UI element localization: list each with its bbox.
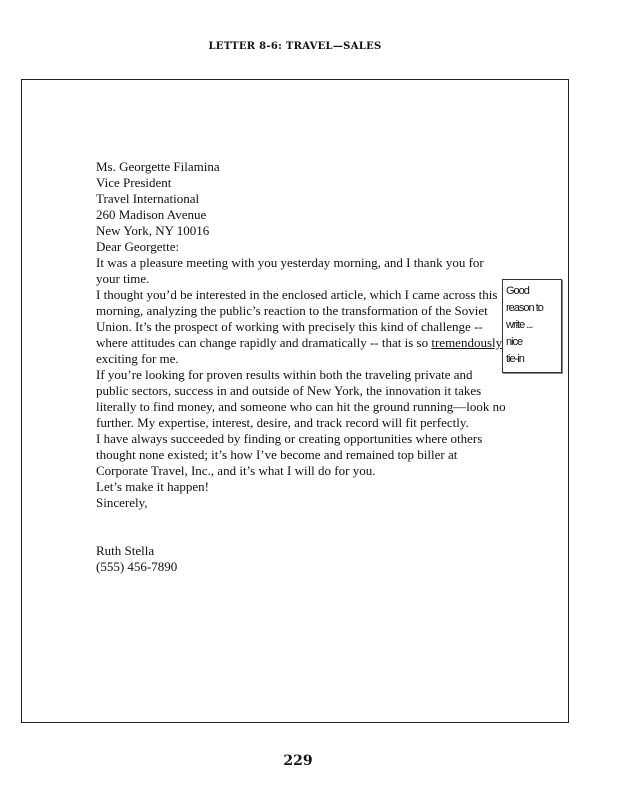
- margin-note-line: tie-in: [506, 353, 524, 365]
- paragraph-1: It was a pleasure meeting with you yesterday morning, and I thank you for your time.: [96, 255, 484, 286]
- signature-name: Ruth Stella: [96, 543, 155, 558]
- recipient-company: Travel International: [96, 191, 200, 206]
- page-number: 229: [283, 753, 313, 769]
- recipient-street: 260 Madison Avenue: [96, 207, 207, 222]
- recipient-title: Vice President: [96, 175, 172, 190]
- margin-note-line: write ...: [506, 319, 533, 331]
- margin-note-line: reason to: [506, 302, 543, 314]
- letter-body: [96, 159, 506, 575]
- paragraph-2-text-end: exciting for me.: [96, 351, 179, 366]
- paragraph-2-underlined-word: tremendously: [431, 335, 503, 350]
- margin-note-line: nice: [506, 336, 523, 348]
- margin-note-line: Good: [506, 285, 529, 297]
- paragraph-3: If you’re looking for proven results within both the traveling private and public sectors, success in and outside of New York, the innovation it takes literally to find money, and someone who can hit the ground running—look no further. My expertise, interest, desire, and track record will fit perfectly.: [96, 367, 506, 430]
- recipient-city-state-zip: New York, NY 10016: [96, 223, 210, 238]
- recipient-address-block: [96, 159, 506, 239]
- page-header-title: LETTER 8-6: TRAVEL—SALES: [208, 41, 382, 52]
- closing: Sincerely,: [96, 495, 148, 510]
- paragraph-5: Let’s make it happen!: [96, 479, 209, 494]
- signature-block: [96, 543, 506, 575]
- signature-phone: (555) 456-7890: [96, 559, 178, 574]
- salutation: Dear Georgette:: [96, 239, 180, 254]
- paragraph-2: [96, 287, 506, 367]
- paragraph-2-text-start: I thought you’d be interested in the enclosed article, which I came across this morning, analyzing the public’s reaction to the transformation of the Soviet Union. It’s the prospect of working with precisely this kind of challenge -- where attitudes can change rapidly and dramatically -- that is so: [96, 287, 498, 350]
- paragraph-4: I have always succeeded by finding or creating opportunities where others thought none existed; it’s how I’ve become and remained top biller at Corporate Travel, Inc., and it’s what I will do for you.: [96, 431, 483, 478]
- recipient-name: Ms. Georgette Filamina: [96, 159, 220, 174]
- margin-note-box: [502, 279, 562, 373]
